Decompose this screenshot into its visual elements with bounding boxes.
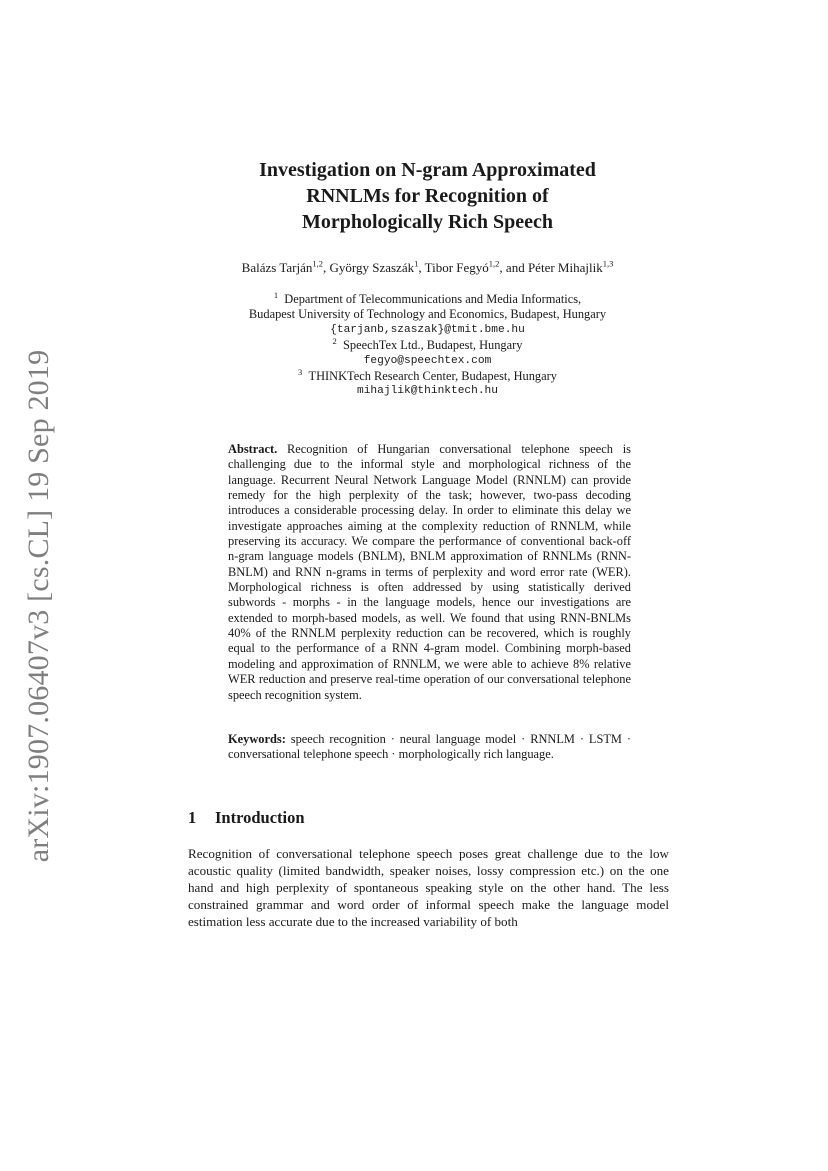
- author-name: Péter Mihajlik: [527, 260, 603, 275]
- author-separator: ,: [322, 260, 330, 275]
- affiliation-1: [160, 289, 695, 307]
- author-affil-marker: 1,3: [602, 258, 614, 269]
- arxiv-identifier: arXiv:1907.06407v3 [cs.CL] 19 Sep 2019: [22, 349, 55, 863]
- title-line-3: Morphologically Rich Speech: [301, 211, 554, 233]
- abstract-text: Recognition of Hungarian conversational telephone speech is challenging due to the informal style and morphological richness of the language. Recurrent Neural Network Language Model (RNNLM) can provide remedy for the high perplexity of the task; however, two-pass decoding introduces a considerable processing delay. In order to eliminate this delay we investigate approaches aiming at the complexity reduction of RNNLM, while preserving its accuracy. We compare the performance of conventional back-off n-gram language models (BNLM), BNLM approximation of RNNLMs (RNN-BNLM) and RNN n-grams in terms of perplexity and word error rate (WER). Morphological richness is often addressed by using statistically derived subwords - morphs - in the language models, hence our investigations are extended to morph-based models, as well. We found that using RNN-BNLMs 40% of the RNNLM perplexity reduction can be recovered, which is roughly equal to the performance of a RNN 4-gram model. Combining morph-based modeling and approximation of RNNLM, we were able to achieve 8% relative WER reduction and preserve real-time operation of our conversational telephone speech recognition system.: [228, 442, 631, 702]
- author-name: Balázs Tarján: [241, 260, 313, 275]
- keywords: [228, 732, 631, 763]
- affil-text: Department of Telecommunications and Media Informatics,: [284, 292, 582, 306]
- affiliation-2: [160, 338, 695, 353]
- author-name: György Szaszák: [329, 260, 415, 275]
- affiliations: [160, 289, 695, 400]
- title-line-2: RNNLMs for Recognition of: [306, 185, 549, 207]
- section-heading: [188, 808, 305, 828]
- affiliation-1-line-2: Budapest University of Technology and Economics, Budapest, Hungary: [248, 307, 607, 322]
- author-affil-marker: 1,2: [312, 258, 323, 269]
- keywords-label: Keywords:: [228, 732, 286, 746]
- title-line-1: Investigation on N-gram Approximated: [259, 159, 596, 181]
- author-separator: , and: [499, 260, 528, 275]
- affil-text: THINKTech Research Center, Budapest, Hungary: [308, 369, 557, 384]
- author-list: [150, 260, 705, 276]
- affil-number: 1: [273, 289, 279, 300]
- affiliation-1-email: {tarjanb,szaszak}@tmit.bme.hu: [330, 323, 525, 336]
- author-separator: ,: [418, 260, 425, 275]
- section-number: 1: [188, 808, 197, 827]
- author-affil-marker: 1,2: [488, 258, 500, 269]
- affiliation-3-email: mihajlik@thinktech.hu: [357, 385, 498, 398]
- section-title: Introduction: [215, 808, 305, 827]
- affil-text: SpeechTex Ltd., Budapest, Hungary: [343, 338, 523, 353]
- author-name: Tibor Fegyó: [424, 260, 489, 275]
- abstract-label: Abstract.: [228, 442, 278, 456]
- affil-number: 2: [332, 336, 337, 347]
- affiliation-2-email: fegyo@speechtex.com: [363, 354, 492, 367]
- affil-number: 3: [298, 366, 303, 377]
- author-affil-marker: 1: [414, 258, 419, 269]
- abstract: [228, 442, 631, 703]
- arxiv-sidebar: [14, 349, 64, 863]
- introduction-paragraph: Recognition of conversational telephone speech poses great challenge due to the low acoustic quality (limited bandwidth, speaker noises, lossy compression etc.) on the one hand and high perplexity of spontaneous speaking style on the other hand. The less constrained grammar and word order of informal speech make the language model estimation less accurate due to the increased variability of both: [188, 846, 669, 930]
- keywords-text: speech recognition · neural language model · RNNLM · LSTM · conversational telephone speech · morphologically rich language.: [228, 732, 631, 762]
- affiliation-3: [160, 366, 695, 384]
- paper-title: [160, 157, 695, 235]
